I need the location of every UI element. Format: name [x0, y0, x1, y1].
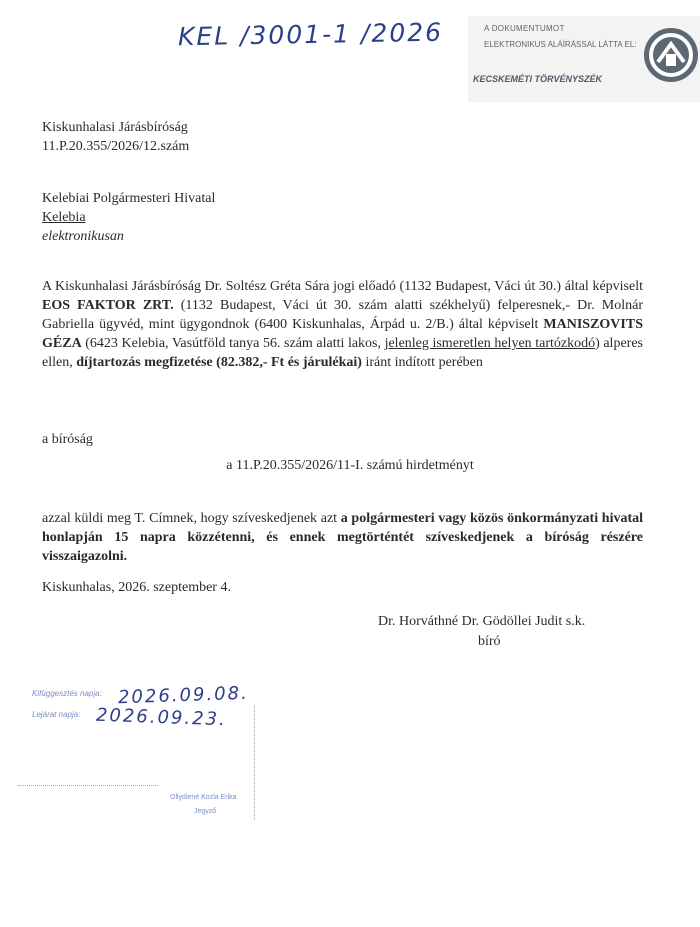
delivery-method: elektronikusan — [42, 229, 124, 244]
stamp-clerk-name: Ollydiené Kozla Erika — [170, 794, 237, 801]
stamp-dotted-line — [18, 785, 158, 786]
paragraph-text-1: A Kiskunhalasi Járásbíróság Dr. Soltész Gréta Sára jogi előadó (1132 Budapest, Váci út 30.) által képviselt — [42, 279, 643, 294]
recipient-city: Kelebia — [42, 210, 86, 225]
main-paragraph — [42, 277, 643, 372]
request-bold-text: a polgármesteri vagy közös önkormányzati hivatal honlapján 15 napra közzétenni, és ennek megtörténtét szíveskedjenek a bíróság részére visszaigazolni. — [42, 511, 644, 564]
stamp-expiry-label: Lejárat napja: — [32, 710, 81, 719]
defendant-name: MANISZOVITS GÉZA — [42, 317, 643, 351]
paragraph-text-3: (6423 Kelebia, Vasútföld tanya 56. szám alatti lakos, — [81, 336, 385, 351]
seal-line-1: A DOKUMENTUMOT — [484, 24, 565, 33]
recipient-name: Kelebiai Polgármesteri Hivatal — [42, 191, 216, 206]
case-number: 11.P.20.355/2026/12.szám — [42, 139, 190, 154]
stamp-posted-date: 2026.09.08. — [117, 682, 250, 709]
request-text: azzal küldi meg T. Címnek, hogy szíveskedjenek azt — [42, 511, 341, 526]
stamp-expiry-date: 2026.09.23. — [95, 704, 228, 731]
request-paragraph — [42, 509, 643, 566]
notice-line: a 11.P.20.355/2026/11-I. számú hirdetményt — [226, 458, 474, 473]
claim-description: díjtartozás megfizetése (82.382,- Ft és járulékai) — [76, 355, 362, 370]
stamp-side-border — [254, 705, 256, 820]
signature-title: bíró — [478, 634, 501, 649]
stamp-posted-label: Kifüggesztés napja: — [32, 689, 102, 698]
court-logo-icon — [644, 28, 698, 82]
plaintiff-name: EOS FAKTOR ZRT. — [42, 298, 174, 313]
sender-court: Kiskunhalasi Járásbíróság — [42, 120, 188, 135]
paragraph-text-4: ) alperes ellen, — [42, 336, 643, 370]
electronic-signature-seal — [468, 16, 700, 102]
handwritten-reference: KEL /3001-1 /2026 — [177, 17, 444, 52]
court-label: a bíróság — [42, 432, 93, 447]
stamp-clerk-title: Jegyző — [194, 808, 217, 815]
posting-stamp — [18, 682, 264, 825]
date-place: Kiskunhalas, 2026. szeptember 4. — [42, 580, 231, 595]
paragraph-text-5: iránt indított perében — [361, 355, 483, 370]
unknown-location-text: jelenleg ismeretlen helyen tartózkodó — [384, 336, 596, 351]
seal-court: KECSKEMÉTI TÖRVÉNYSZÉK — [473, 74, 603, 84]
paragraph-text-2: (1132 Budapest, Váci út 30. szám alatti székhelyű) felperesnek,- Dr. Molnár Gabriella ügyvéd, mint ügygondnok (6400 Kiskunhalas, Árpád u. 2/B.) által képviselt — [42, 298, 643, 332]
signature-name: Dr. Horváthné Dr. Gödöllei Judit s.k. — [378, 614, 586, 629]
seal-line-2: ELEKTRONIKUS ALÁÍRÁSSAL LÁTTA EL: — [484, 40, 637, 49]
